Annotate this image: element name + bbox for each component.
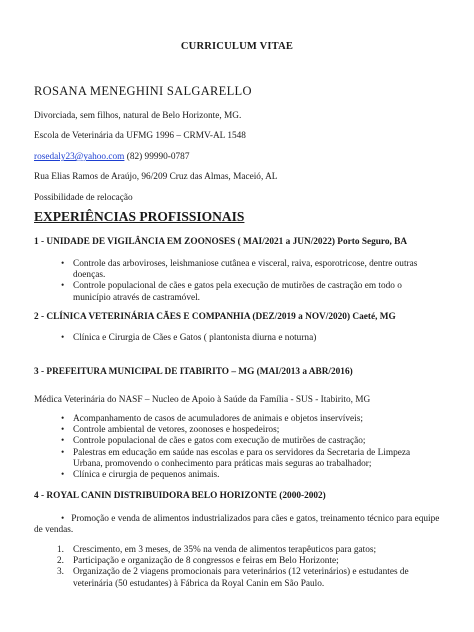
contact-line: [34, 152, 189, 162]
section-title: EXPERIÊNCIAS PROFISSIONAIS: [34, 209, 245, 224]
job-intro: • Promoção e venda de alimentos industrializados para cães e gatos, treinamento técnico para equipe de vendas.: [34, 514, 440, 536]
candidate-name: ROSANA MENEGHINI SALGARELLO: [34, 84, 252, 98]
email-link[interactable]: rosedaly23@yahoo.com: [34, 152, 125, 162]
bullet-icon: •: [61, 436, 65, 447]
list-item: 1. Crescimento, em 3 meses, de 35% na venda de alimentos terapêuticos para gatos;: [57, 545, 377, 555]
job-intro: Médica Veterinária do NASF – Nucleo de Apoio à Saúde da Família - SUS - Itabirito, MG: [34, 395, 371, 405]
document-title: CURRICULUM VITAE: [180, 41, 294, 52]
list-item: • Clínica e cirurgia de pequenos animais.: [61, 470, 220, 481]
list-item: • Palestras em educação em saúde nas escolas e para os servidores da Secretaria de Limpeza Urbana, promovendo o conhecimento para práticas mais seguras ao trabalhador;: [61, 447, 411, 469]
job-bullet-list: [0, 259, 429, 304]
job-heading: 2 - CLÍNICA VETERINÁRIA CÃES E COMPANHIA (DEZ/2019 a NOV/2020) Caeté, MG: [34, 312, 396, 322]
bullet-icon: •: [61, 281, 65, 292]
list-item: • Controle populacional de cães e gatos pela execução de mutirões de castração em todo o município através de castramóvel.: [61, 281, 402, 303]
list-item: • Clínica e Cirurgia de Cães e Gatos ( plantonista diurna e noturna): [61, 333, 317, 343]
bullet-icon: •: [61, 333, 65, 343]
list-item: 2. Participação e organização de 8 congressos e feiras em Belo Horizonte;: [57, 556, 339, 567]
job-heading: 4 - ROYAL CANIN DISTRIBUIDORA BELO HORIZONTE (2000-2002): [34, 491, 326, 501]
list-item: • Controle das arboviroses, leishmaniose cutânea e visceral, raiva, esporotricose, dentre outras doenças.: [61, 259, 418, 281]
bullet-icon: •: [61, 514, 65, 524]
job-bullet-list: [0, 414, 429, 481]
job-heading: 1 - UNIDADE DE VIGILÂNCIA EM ZOONOSES ( MAI/2021 a JUN/2022) Porto Seguro, BA: [34, 237, 408, 247]
list-item: • Acompanhamento de casos de acumuladores de animais e objetos inservíveis;: [61, 414, 363, 424]
list-item: 3. Organização de 2 viagens promocionais para veterinários (12 veterinários) e estudantes de veterinária (50 estudantes) à Fábrica da Royal Canin em São Paulo.: [57, 567, 409, 589]
phone-number: (82) 99990-0787: [124, 152, 190, 162]
personal-relocation: Possibilidade de relocação: [34, 193, 133, 203]
personal-address: Rua Elias Ramos de Araújo, 96/209 Cruz das Almas, Maceió, AL: [34, 172, 278, 182]
bullet-icon: •: [61, 447, 65, 458]
job-bullet-list: [0, 333, 429, 344]
job-heading: 3 - PREFEITURA MUNICIPAL DE ITABIRITO – MG (MAI/2013 a ABR/2016): [34, 367, 353, 377]
personal-school: Escola de Veterinária da UFMG 1996 – CRMV-AL 1548: [34, 131, 246, 141]
personal-status: Divorciada, sem filhos, natural de Belo Horizonte, MG.: [34, 111, 242, 121]
list-item: • Controle populacional de cães e gatos com execução de mutirões de castração;: [61, 436, 366, 447]
bullet-icon: •: [61, 259, 65, 269]
list-item: • Controle ambiental de vetores, zoonoses e hospedeiros;: [61, 425, 280, 436]
bullet-icon: •: [61, 425, 65, 436]
bullet-icon: •: [61, 414, 65, 424]
bullet-icon: •: [61, 470, 65, 481]
job-numbered-list: [0, 545, 429, 590]
